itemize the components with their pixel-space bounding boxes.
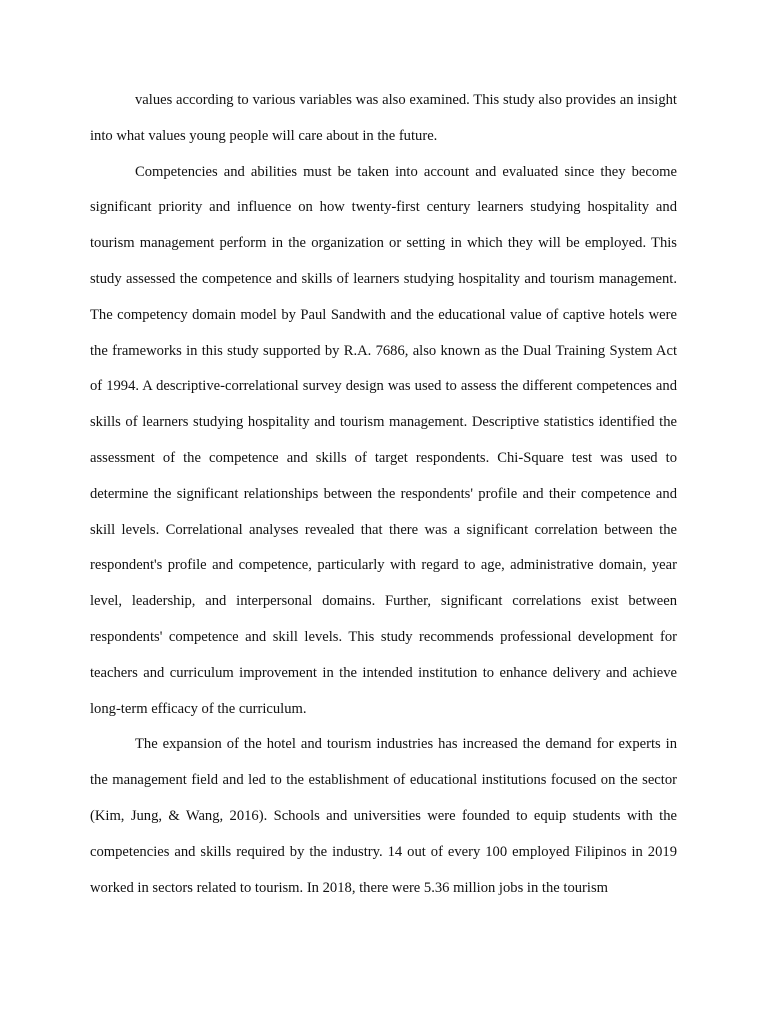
paragraph-competencies: Competencies and abilities must be taken into account and evaluated since they become significant priority and influence on how twenty-first century learners studying hospitality and tourism management perform in the organization or setting in which they will be employed. This study assessed the competence and skills of learners studying hospitality and tourism management. The competency domain model by Paul Sandwith and the educational value of captive hotels were the frameworks in this study supported by R.A. 7686, also known as the Dual Training System Act of 1994. A descriptive-correlational survey design was used to assess the different competences and skills of learners studying hospitality and tourism management. Descriptive statistics identified the assessment of the competence and skills of target respondents. Chi-Square test was used to determine the significant relationships between the respondents' profile and their competence and skill levels. Correlational analyses revealed that there was a significant correlation between the respondent's profile and competence, particularly with regard to age, administrative domain, year level, leadership, and interpersonal domains. Further, significant correlations exist between respondents' competence and skill levels. This study recommends professional development for teachers and curriculum improvement in the intended institution to enhance delivery and achieve long-term efficacy of the curriculum. (90, 163, 677, 717)
paragraph-values-continuation: values according to various variables was also examined. This study also provides an insight into what values young people will care about in the future. (90, 92, 677, 144)
document-page (90, 83, 677, 906)
paragraph-expansion: The expansion of the hotel and tourism industries has increased the demand for experts in the management field and led to the establishment of educational institutions focused on the sector (Kim, Jung, & Wang, 2016). Schools and universities were founded to equip students with the competencies and skills required by the industry. 14 out of every 100 employed Filipinos in 2019 worked in sectors related to tourism. In 2018, there were 5.36 million jobs in the tourism (90, 736, 677, 896)
